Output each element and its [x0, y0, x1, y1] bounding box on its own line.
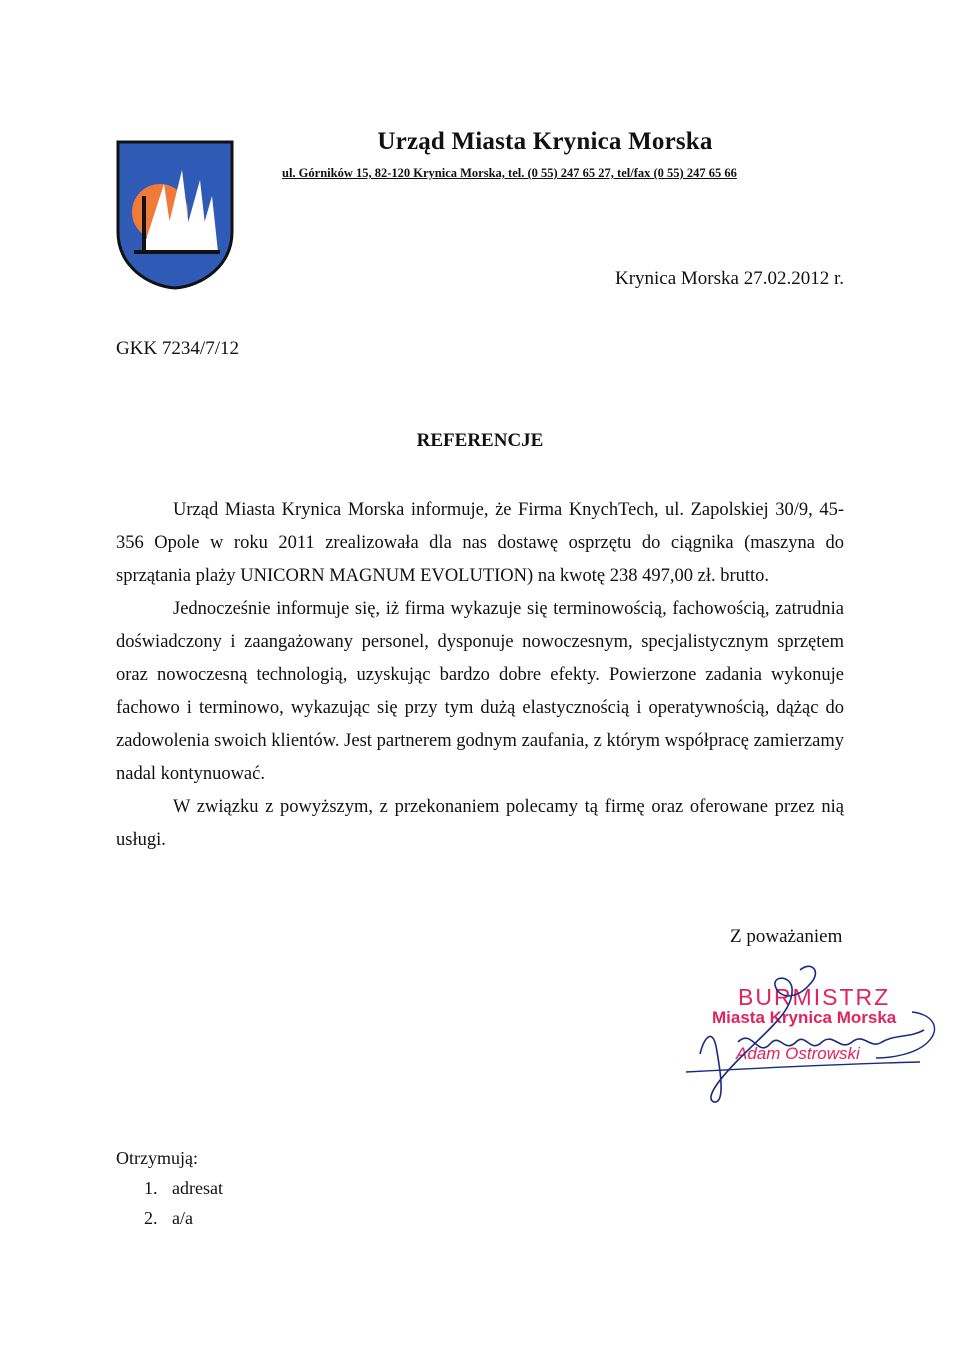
list-item-text: a/a — [172, 1208, 193, 1228]
list-item-text: adresat — [172, 1178, 223, 1198]
list-item-number: 2. — [144, 1208, 158, 1228]
list-item-number: 1. — [144, 1178, 158, 1198]
document-title: REFERENCJE — [416, 430, 544, 451]
list-item — [144, 1178, 223, 1208]
paragraph-3: W związku z powyższym, z przekonaniem polecamy tą firmę oraz oferowane przez nią usługi. — [116, 797, 844, 850]
stamp-title: BURMISTRZ — [738, 984, 891, 1010]
closing-salutation: Z poważaniem — [730, 926, 843, 947]
paragraph-2: Jednocześnie informuje się, iż firma wykazuje się terminowością, fachowością, zatrudnia doświadczony i zaangażowany personel, dysponuje nowoczesnym, specjalistycznym sprzętem oraz nowoczesną technologią, uzyskując bardzo dobre efekty. Powierzone zadania wykonuje fachowo i terminowo, wykazując się przy tym dużą elastycznością i operatywnością, dążąc do zadowolenia swoich klientów. Jest partnerem godnym zaufania, z którym współpracę zamierzamy nadal kontynuować. — [116, 599, 844, 784]
recipients-label: Otrzymują: — [116, 1148, 198, 1168]
reference-number: GKK 7234/7/12 — [116, 338, 239, 359]
recipients-list — [144, 1178, 223, 1238]
list-item — [144, 1208, 223, 1238]
office-name-heading: Urząd Miasta Krynica Morska — [377, 128, 713, 155]
handwritten-signature-icon — [680, 958, 950, 1108]
mayor-stamp — [680, 958, 950, 1108]
coat-of-arms-icon — [116, 140, 234, 290]
paragraph-1: Urząd Miasta Krynica Morska informuje, że Firma KnychTech, ul. Zapolskiej 30/9, 45-356 Opole w roku 2011 zrealizowała dla nas dostawę osprzętu do ciągnika (maszyna do sprzątania plaży UNICORN MAGNUM EVOLUTION) na kwotę 238 497,00 zł. brutto. — [116, 500, 844, 586]
office-address: ul. Górników 15, 82-120 Krynica Morska, tel. (0 55) 247 65 27, tel/fax (0 55) 247 65 66 — [282, 166, 737, 180]
stamp-office: Miasta Krynica Morska — [712, 1008, 897, 1027]
stamp-name: Adam Ostrowski — [736, 1044, 860, 1063]
place-and-date: Krynica Morska 27.02.2012 r. — [614, 268, 844, 289]
letter-body — [116, 494, 844, 857]
